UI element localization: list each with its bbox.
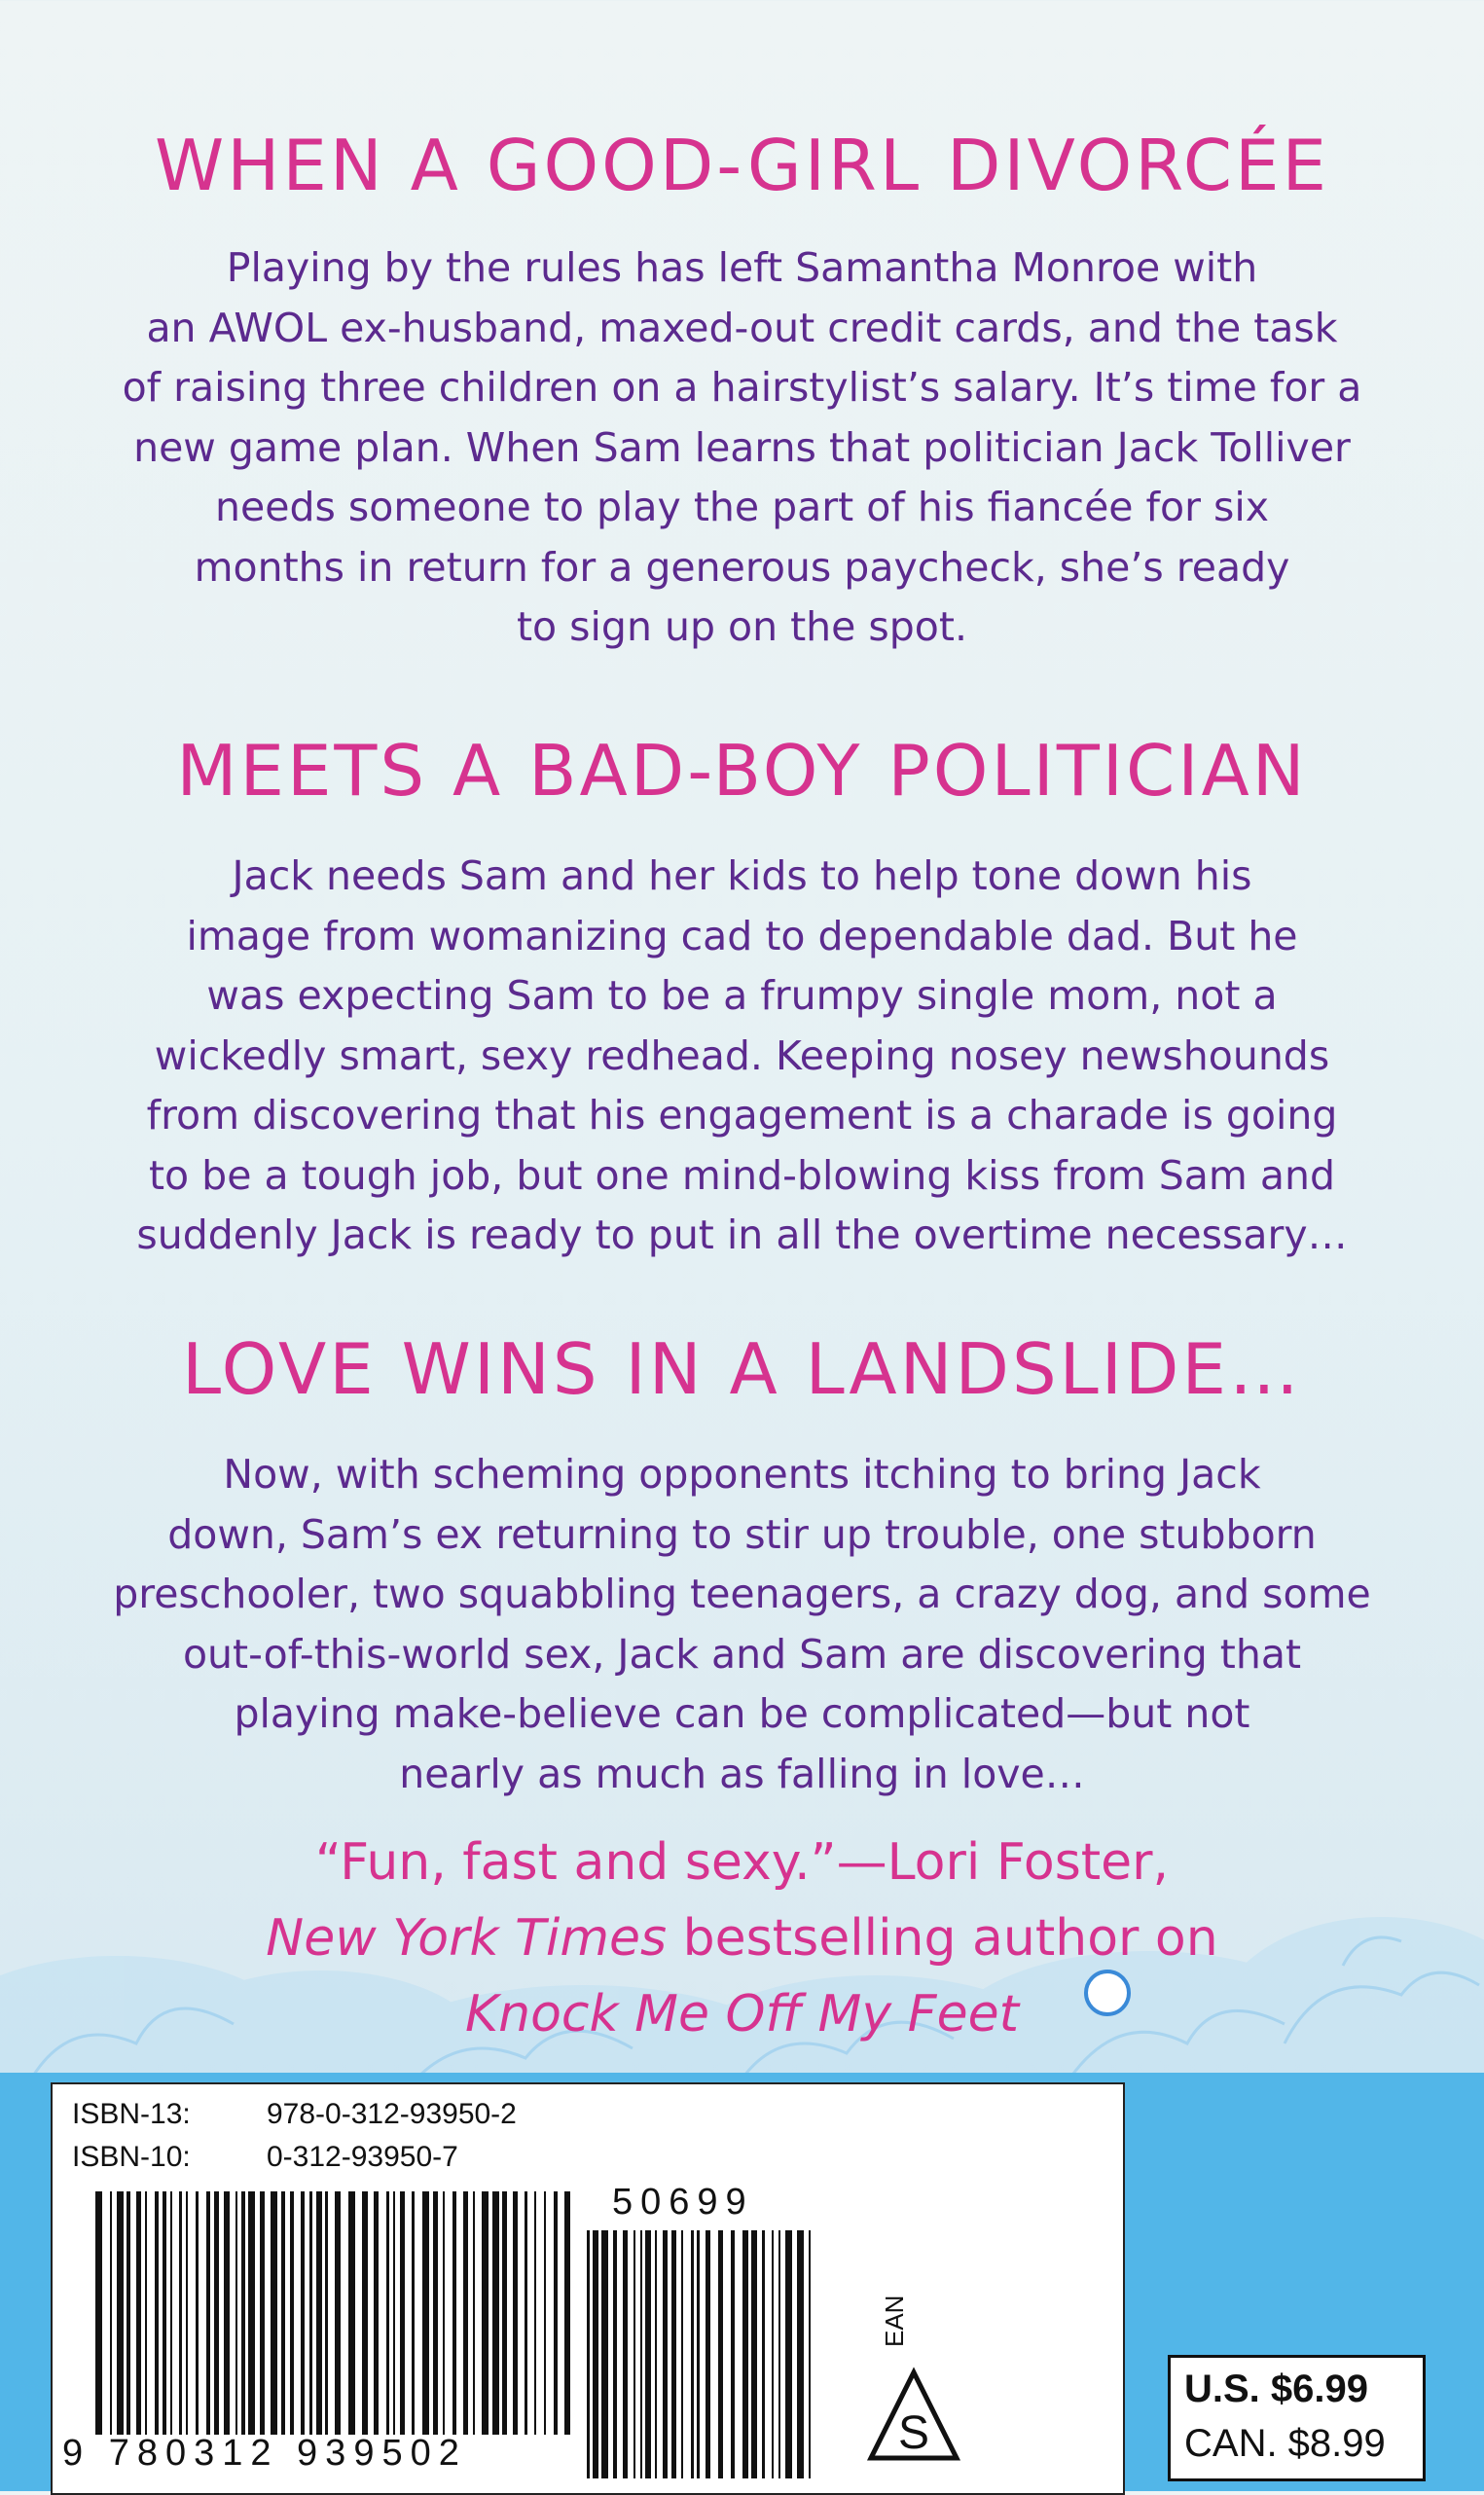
body-line: to sign up on the spot. (516, 603, 968, 650)
barcode-bar (374, 2191, 379, 2435)
barcode-bar (386, 2191, 389, 2435)
barcode-bar (742, 2230, 748, 2478)
barcode-panel (51, 2082, 1125, 2495)
isbn10-label: ISBN-10: (72, 2141, 191, 2173)
barcode-bar (751, 2230, 757, 2478)
barcode-bar (525, 2191, 527, 2435)
barcode-bar (671, 2230, 676, 2478)
barcode-bar (691, 2230, 694, 2478)
barcode-bar (502, 2191, 507, 2435)
body-line: suddenly Jack is ready to put in all the overtime necessary… (136, 1211, 1348, 1258)
quote-text: “Fun, fast and sexy.”—Lori Foster, (314, 1833, 1170, 1892)
section-heading-2: MEETS A BAD-BOY POLITICIAN (176, 730, 1308, 812)
barcode-bar (718, 2230, 723, 2478)
barcode-bar (623, 2230, 628, 2478)
barcode-bar (248, 2191, 255, 2435)
barcode-bar (697, 2230, 700, 2478)
barcode-bar (400, 2191, 405, 2435)
barcode-bar (513, 2191, 518, 2435)
barcode-bar (633, 2230, 635, 2478)
barcode-addon (583, 2230, 816, 2478)
isbn13-value: 978-0-312-93950-2 (267, 2098, 517, 2130)
barcode-bar (179, 2191, 182, 2435)
barcode-bar (110, 2191, 112, 2435)
barcode-digits: 9 780312 939502 (62, 2433, 467, 2474)
barcode-bar (443, 2191, 445, 2435)
body-line: needs someone to play the part of his fiancée for six (215, 484, 1269, 530)
barcode-bar (241, 2191, 245, 2435)
body-line: out-of-this-world sex, Jack and Sam are discovering that (182, 1630, 1302, 1678)
price-can: CAN. $8.99 (1184, 2422, 1386, 2465)
publisher-logo-letter: S (897, 2407, 930, 2459)
barcode-bar (655, 2230, 657, 2478)
body-line: was expecting Sam to be a frumpy single mom, not a (206, 972, 1278, 1019)
barcode-bar (587, 2230, 590, 2478)
ean-label: EAN (880, 2295, 909, 2347)
body-line: wickedly smart, sexy redhead. Keeping nosey newshounds (154, 1031, 1330, 1079)
barcode-bar (271, 2191, 277, 2435)
barcode-bar (645, 2230, 651, 2478)
barcode-bar (145, 2191, 147, 2435)
barcode-bar (301, 2191, 305, 2435)
barcode-bar (235, 2191, 237, 2435)
body-line: Jack needs Sam and her kids to help tone down his (232, 852, 1252, 899)
barcode-bar (290, 2191, 294, 2435)
barcode-bar (482, 2191, 489, 2435)
isbn13-label: ISBN-13: (72, 2098, 191, 2130)
price-tag (1168, 2355, 1426, 2481)
quote-book-title: Knock Me Off My Feet (465, 1985, 1019, 2043)
barcode-bar (593, 2230, 598, 2478)
barcode-bar (544, 2191, 546, 2435)
barcode-bar (127, 2191, 130, 2435)
barcode-bar (325, 2191, 328, 2435)
body-line: new game plan. When Sam learns that politician Jack Tolliver (133, 423, 1351, 471)
section-heading-1: WHEN A GOOD-GIRL DIVORCÉE (155, 125, 1329, 206)
barcode-bar (554, 2191, 558, 2435)
barcode-bar (362, 2191, 368, 2435)
barcode-bar (492, 2191, 499, 2435)
barcode-bar (348, 2191, 355, 2435)
publisher-logo-icon (865, 2367, 962, 2464)
price-us: U.S. $6.99 (1184, 2368, 1369, 2410)
barcode-bar (260, 2191, 265, 2435)
quote-source (0, 1900, 1484, 1976)
barcode-bar (452, 2191, 456, 2435)
body-line: to be a tough job, but one mind-blowing kiss from Sam and (148, 1151, 1336, 1199)
addon-digits: 50699 (612, 2182, 754, 2223)
barcode-bar (564, 2191, 570, 2435)
barcode-bar (155, 2191, 159, 2435)
barcode-bar (663, 2230, 668, 2478)
barcode-bar (778, 2230, 780, 2478)
barcode-bar (797, 2230, 804, 2478)
barcode-bar (534, 2191, 536, 2435)
barcode-main (91, 2191, 578, 2435)
barcode-bar (117, 2191, 124, 2435)
barcode-bar (601, 2230, 608, 2478)
barcode-bar (473, 2191, 475, 2435)
barcode-bar (809, 2230, 811, 2478)
body-line: image from womanizing cad to dependable dad. But he (186, 912, 1298, 959)
barcode-bar (393, 2191, 395, 2435)
body-line: an AWOL ex-husband, maxed-out credit cards, and the task (146, 304, 1338, 351)
body-line: Now, with scheming opponents itching to bring Jack (223, 1451, 1261, 1498)
barcode-bar (422, 2191, 429, 2435)
section-heading-3: LOVE WINS IN A LANDSLIDE… (182, 1328, 1302, 1410)
barcode-bar (206, 2191, 210, 2435)
barcode-bar (772, 2230, 774, 2478)
isbn10-value: 0-312-93950-7 (267, 2141, 458, 2173)
barcode-bar (681, 2230, 683, 2478)
section-body-3 (39, 1445, 1445, 1804)
section-body-1 (39, 238, 1445, 658)
review-quote (0, 1825, 1484, 2052)
barcode-bar (785, 2230, 792, 2478)
barcode-bar (309, 2191, 312, 2435)
quote-publication: New York Times (266, 1909, 668, 1968)
quote-source-rest: bestselling author on (667, 1909, 1218, 1968)
barcode-bar (136, 2191, 141, 2435)
body-line: nearly as much as falling in love… (399, 1750, 1085, 1797)
barcode-bar (196, 2191, 199, 2435)
barcode-bar (224, 2191, 230, 2435)
barcode-bar (335, 2191, 341, 2435)
body-line: Playing by the rules has left Samantha Monroe with (226, 244, 1258, 291)
barcode-bar (731, 2230, 735, 2478)
body-line: preschooler, two squabbling teenagers, a crazy dog, and some (113, 1571, 1371, 1617)
body-line: down, Sam’s ex returning to stir up trouble, one stubborn (167, 1510, 1317, 1558)
barcode-bar (762, 2230, 765, 2478)
barcode-bar (412, 2191, 415, 2435)
body-line: months in return for a generous paycheck, she’s ready (194, 543, 1290, 591)
barcode-bar (95, 2191, 102, 2435)
barcode-bar (613, 2230, 617, 2478)
section-body-2 (39, 847, 1445, 1266)
body-line: of raising three children on a hairstylist’s salary. It’s time for a (122, 364, 1362, 411)
barcode-bar (170, 2191, 172, 2435)
barcode-bar (706, 2230, 710, 2478)
barcode-bar (640, 2230, 642, 2478)
barcode-bar (163, 2191, 166, 2435)
body-line: playing make-believe can be complicated—but not (234, 1690, 1250, 1737)
body-line: from discovering that his engagement is a charade is going (146, 1092, 1338, 1139)
barcode-bar (186, 2191, 188, 2435)
barcode-bar (463, 2191, 468, 2435)
barcode-bar (214, 2191, 219, 2435)
barcode-bar (433, 2191, 438, 2435)
barcode-bar (281, 2191, 285, 2435)
barcode-bar (316, 2191, 322, 2435)
